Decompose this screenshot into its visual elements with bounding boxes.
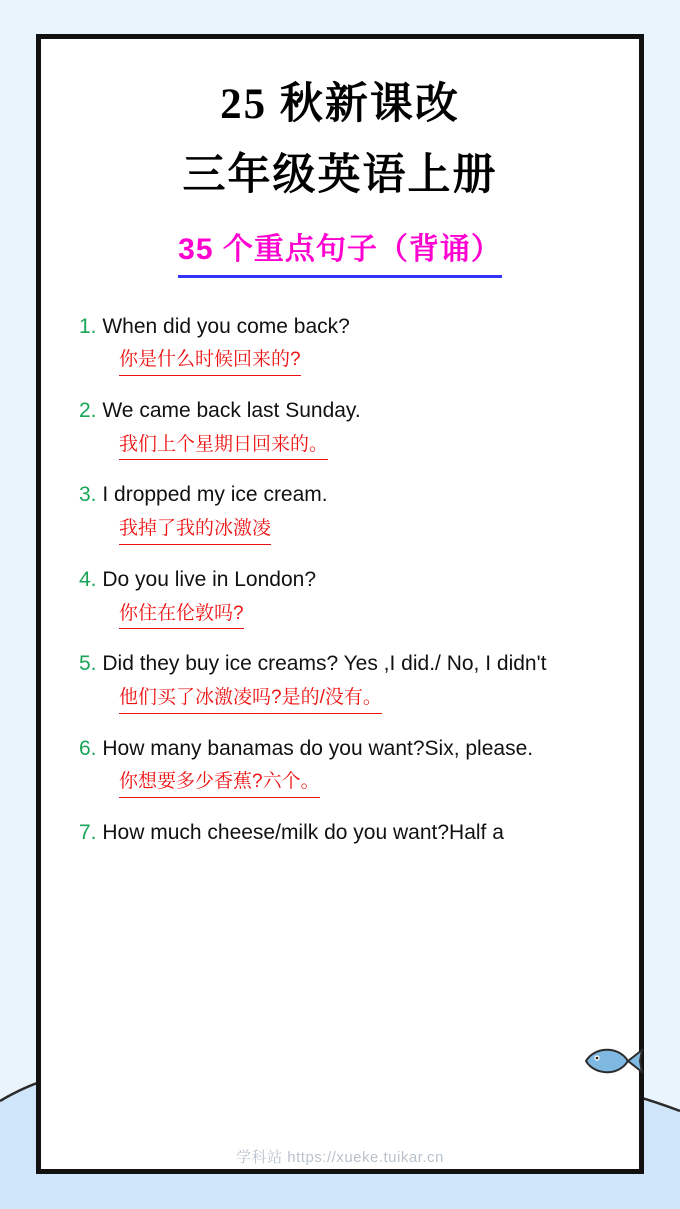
chinese-text: 你是什么时候回来的? [119, 347, 301, 376]
sentence-english [79, 818, 603, 848]
sentence-chinese-wrap [79, 763, 603, 798]
chinese-text: 他们买了冰激凌吗?是的/没有。 [119, 685, 382, 714]
sentence-chinese-wrap [79, 595, 603, 630]
list-item [79, 312, 603, 376]
item-number: 1. [79, 314, 97, 338]
chinese-text: 我掉了我的冰激凌 [119, 516, 271, 545]
item-number: 5. [79, 652, 97, 676]
document-body [41, 39, 639, 848]
page-title-line2: 三年级英语上册 [182, 151, 498, 199]
sentence-english [79, 649, 603, 679]
chinese-text: 我们上个星期日回来的。 [119, 432, 328, 461]
list-item [79, 734, 603, 798]
chinese-text: 你住在伦敦吗? [119, 601, 244, 630]
sentence-chinese-wrap [79, 510, 603, 545]
sentence-english [79, 396, 603, 426]
item-number: 7. [79, 820, 97, 844]
list-item [79, 396, 603, 460]
english-text: Do you live in London? [102, 567, 317, 591]
sentence-chinese-wrap [79, 341, 603, 376]
chinese-text: 你想要多少香蕉?六个。 [119, 769, 320, 798]
page-subtitle-text: 35 个重点句子（背诵） [178, 230, 502, 278]
item-number: 3. [79, 483, 97, 507]
list-item [79, 818, 603, 848]
document-card [36, 34, 644, 1174]
item-number: 2. [79, 398, 97, 422]
item-number: 4. [79, 567, 97, 591]
english-text: When did you come back? [102, 314, 350, 338]
sentence-english [79, 565, 603, 595]
list-item [79, 480, 603, 544]
sentence-english [79, 734, 603, 764]
english-text: Did they buy ice creams? Yes ,I did./ No, I didn't [102, 652, 547, 676]
english-text: We came back last Sunday. [102, 398, 361, 422]
english-text: How much cheese/milk do you want?Half a [102, 820, 504, 844]
list-item [79, 565, 603, 629]
fish-icon [580, 1041, 646, 1081]
sentence-chinese-wrap [79, 426, 603, 461]
list-item [79, 649, 603, 713]
page-subtitle [67, 230, 613, 278]
watermark: 学科站 https://xueke.tuikar.cn [236, 1149, 444, 1166]
sentence-list [67, 312, 613, 848]
sentence-english [79, 480, 603, 510]
sentence-english [79, 312, 603, 342]
english-text: I dropped my ice cream. [102, 483, 328, 507]
item-number: 6. [79, 736, 97, 760]
page-title-line1: 25 秋新课改 [220, 81, 460, 128]
english-text: How many banamas do you want?Six, please. [102, 736, 534, 760]
sentence-chinese-wrap [79, 679, 603, 714]
